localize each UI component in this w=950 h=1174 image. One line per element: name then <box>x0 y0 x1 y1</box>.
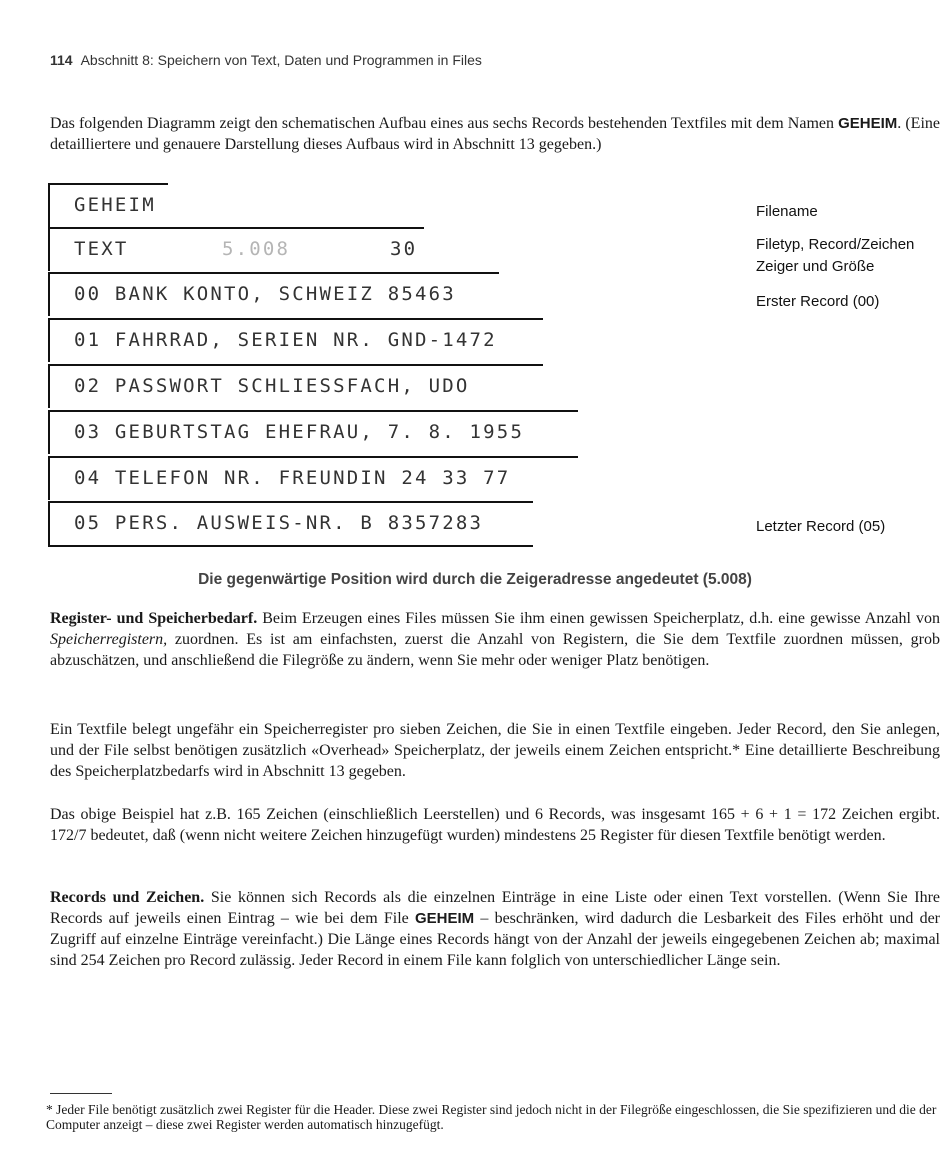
chapter-title: Abschnitt 8: Speichern von Text, Daten und Programmen in Files <box>80 52 482 68</box>
record-text: 03 GEBURTSTAG EHEFRAU, 7. 8. 1955 <box>74 421 525 443</box>
type-row-size: 30 <box>390 238 418 260</box>
textfile-paragraph: Ein Textfile belegt ungefähr ein Speicherregister pro sieben Zeichen, die Sie in einen Textfile eingeben. Jeder Record, den Sie anlegen, und der File selbst benötigen zusätzlich «Overhead» Speicherplatz, der jeweils einem Zeichen entspricht.* Eine detaillierte Beschreibung des Speicherplatzbedarfs wird in Abschnitt 13 gegeben. <box>50 721 940 780</box>
register-lead: Register- und Speicherbedarf. <box>50 610 258 627</box>
type-row-pointer: 5.008 <box>222 238 291 260</box>
page-number: 114 <box>50 52 73 68</box>
label-filename: Filename <box>756 203 818 220</box>
diagram-bottom-rule <box>48 545 533 547</box>
record-row <box>48 456 578 500</box>
record-text: 01 FAHRRAD, SERIEN NR. GND-1472 <box>74 329 497 351</box>
record-text: 00 BANK KONTO, SCHWEIZ 85463 <box>74 283 456 305</box>
records-text-1: Sie können sich Records als die einzelnen Einträge in eine Liste oder einen Text vorstellen. (Wenn Sie Ihre Records auf jeweils einen Eintrag – wie bei dem File <box>50 889 941 927</box>
record-row <box>48 501 533 545</box>
label-first-record: Erster Record (00) <box>756 293 880 310</box>
register-text-1: Beim Erzeugen eines Files müssen Sie ihm einen gewissen Speicherplatz, d.h. eine gewisse Anzahl von <box>257 610 940 627</box>
records-lead: Records und Zeichen. <box>50 889 205 906</box>
record-row <box>48 318 543 362</box>
record-row <box>48 410 578 454</box>
example-paragraph: Das obige Beispiel hat z.B. 165 Zeichen (einschließlich Leerstellen) und 6 Records, was insgesamt 165 + 6 + 1 = 172 Zeichen ergibt. 172/7 bedeutet, daß (wenn nicht weitere Zeichen hinzugefügt wurden) mindestens 25 Register für diesen Textfile benötigt werden. <box>50 806 940 844</box>
label-filetype-line-1: Filetyp, Record/Zeichen <box>756 236 915 253</box>
file-structure-diagram <box>48 183 948 548</box>
footnote: * Jeder File benötigt zusätzlich zwei Register für die Header. Diese zwei Register sind jedoch nicht in der Filegröße eingeschlossen, die Sie spezifizieren und die der Computer anzeigt – diese zwei Register werden automatisch hinzugefügt. <box>46 1102 937 1132</box>
records-text-2: – beschränken, wird dadurch die Lesbarkeit des Files erhöht und der Zugriff auf einzelne Einträge vereinfacht.) Die Länge eines Records hängt von der Anzahl der jeweils eingegebenen Zeichen ab; maximal sind 254 Zeichen pro Record zulässig. Jeder Record in einem File kann folglich von unterschiedlicher Länge sein. <box>50 910 941 969</box>
record-row <box>48 364 543 408</box>
footnote-rule <box>50 1093 112 1094</box>
record-text: 02 PASSWORT SCHLIESSFACH, UDO <box>74 375 470 397</box>
file-name-emphasis: GEHEIM <box>415 910 475 927</box>
register-paragraph <box>50 608 940 671</box>
intro-text-1: Das folgenden Diagramm zeigt den schematischen Aufbau eines aus sechs Records bestehenden Textfiles mit dem Namen <box>50 115 839 132</box>
record-text: 05 PERS. AUSWEIS-NR. B 8357283 <box>74 512 484 534</box>
record-text: 04 TELEFON NR. FREUNDIN 24 33 77 <box>74 467 511 489</box>
intro-text-2: . (Eine detailliertere und genauere Darstellung dieses Aufbaus wird in Abschnitt 13 gegeben.) <box>50 115 940 153</box>
record-row <box>48 272 499 316</box>
type-row-type: TEXT <box>74 238 129 260</box>
name-row-text: GEHEIM <box>74 194 156 216</box>
records-paragraph <box>50 887 940 971</box>
type-row <box>48 227 424 271</box>
label-filetype-line-2: Zeiger und Größe <box>756 258 875 275</box>
diagram-caption: Die gegenwärtige Position wird durch die Zeigeradresse angedeutet (5.008) <box>198 571 752 588</box>
file-name-emphasis: GEHEIM <box>838 115 898 132</box>
label-last-record: Letzter Record (05) <box>756 518 886 535</box>
name-row <box>48 183 168 227</box>
page-header <box>50 52 482 68</box>
register-text-2: zuordnen. Es ist am einfachsten, zuerst die Anzahl von Registern, die Sie dem Textfile zuordnen müssen, grob abzuschätzen, und anschließend die Filegröße zu ändern, wenn Sie mehr oder weniger Platz benötigen. <box>50 631 940 669</box>
register-italic: Speicherregistern, <box>50 631 168 648</box>
intro-paragraph <box>50 113 940 155</box>
